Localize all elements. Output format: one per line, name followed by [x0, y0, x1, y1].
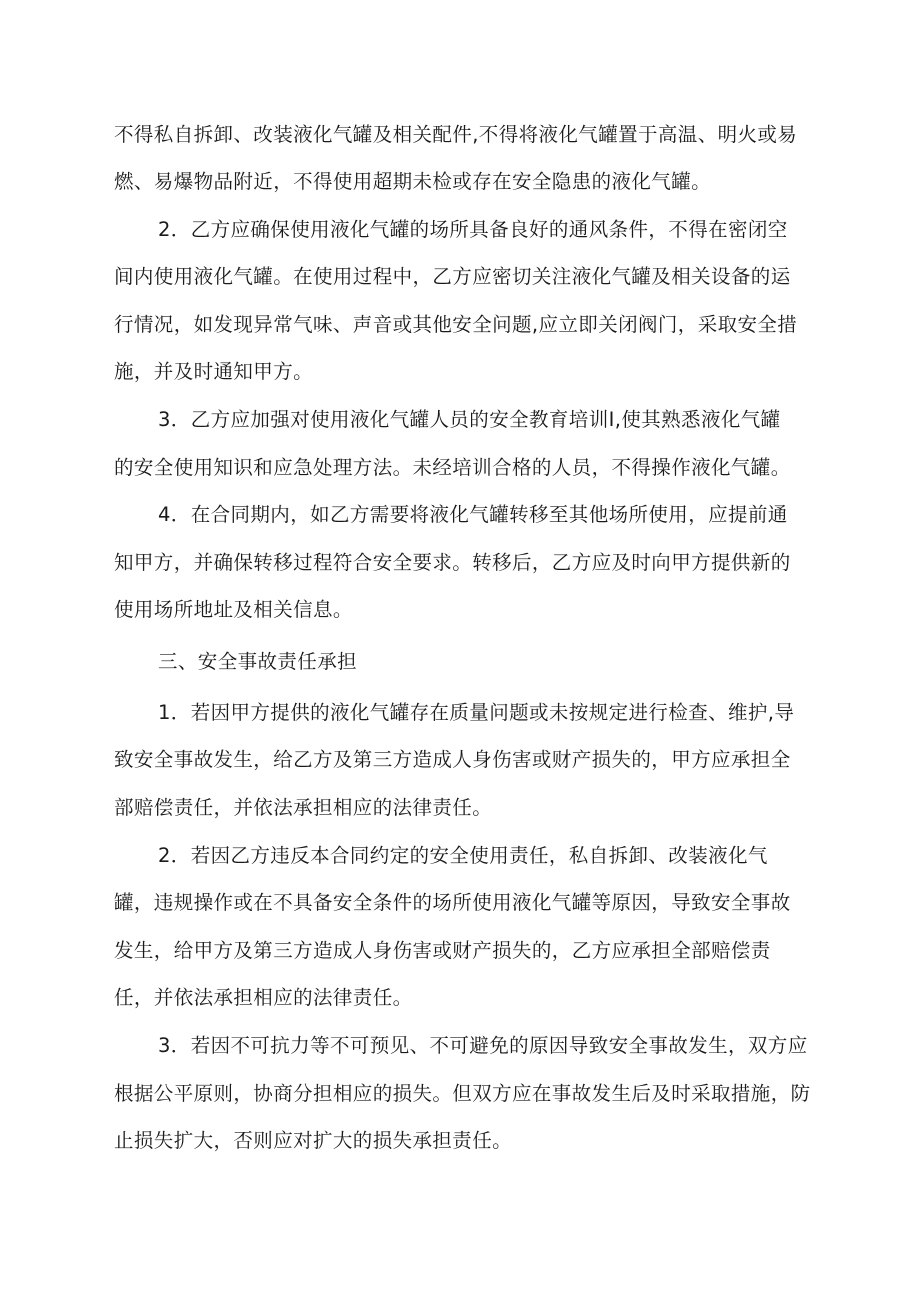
paragraph-line: 3．乙方应加强对使用液化气罐人员的安全教育培训I,使其熟悉液化气罐 [158, 408, 781, 431]
paragraph-line: 间内使用液化气罐。在使用过程中，乙方应密切关注液化气罐及相关设备的运 [114, 265, 791, 288]
paragraph-line: 部赔偿责任，并依法承担相应的法律责任。 [114, 796, 493, 819]
paragraph-line: 1．若因甲方提供的液化气罐存在质量问题或未按规定进行检查、维护,导 [158, 701, 795, 724]
paragraph-line: 止损失扩大，否则应对扩大的损失承担责任。 [114, 1129, 513, 1152]
paragraph-line: 罐，违规操作或在不具备安全条件的场所使用液化气罐等原因，导致安全事故 [114, 891, 791, 914]
paragraph-line: 施，并及时通知甲方。 [114, 360, 314, 383]
paragraph-line: 4．在合同期内，如乙方需要将液化气罐转移至其他场所使用，应提前通 [158, 503, 788, 526]
paragraph-line: 的安全使用知识和应急处理方法。未经培训合格的人员，不得操作液化气罐。 [114, 456, 791, 479]
paragraph-line: 3．若因不可抗力等不可预见、不可避免的原因导致安全事故发生，双方应 [158, 1034, 808, 1057]
paragraph-line: 燃、易爆物品附近，不得使用超期未检或存在安全隐患的液化气罐。 [114, 170, 712, 193]
paragraph-line: 2．乙方应确保使用液化气罐的场所具备良好的通风条件，不得在密闭空 [158, 218, 788, 241]
paragraph-line: 发生，给甲方及第三方造成人身伤害或财产损失的，乙方应承担全部赔偿责 [114, 939, 771, 962]
paragraph-line: 知甲方，并确保转移过程符合安全要求。转移后，乙方应及时向甲方提供新的 [114, 551, 791, 574]
paragraph-line: 根据公平原则，协商分担相应的损失。但双方应在事故发生后及时采取措施，防 [114, 1082, 811, 1105]
paragraph-line: 使用场所地址及相关信息。 [114, 598, 353, 621]
paragraph-line: 致安全事故发生，给乙方及第三方造成人身伤害或财产损失的，甲方应承担全 [114, 748, 791, 771]
section-heading: 三、安全事故责任承担 [158, 650, 358, 673]
paragraph-line: 不得私自拆卸、改装液化气罐及相关配件,不得将液化气罐置于高温、明火或易 [114, 123, 798, 146]
paragraph-line: 行情况，如发现异常气味、声音或其他安全问题,应立即关闭阀门，采取安全措 [114, 313, 798, 336]
paragraph-line: 任，并依法承担相应的法律责任。 [114, 986, 413, 1009]
paragraph-line: 2．若因乙方违反本合同约定的安全使用责任，私自拆卸、改装液化气 [158, 844, 768, 867]
